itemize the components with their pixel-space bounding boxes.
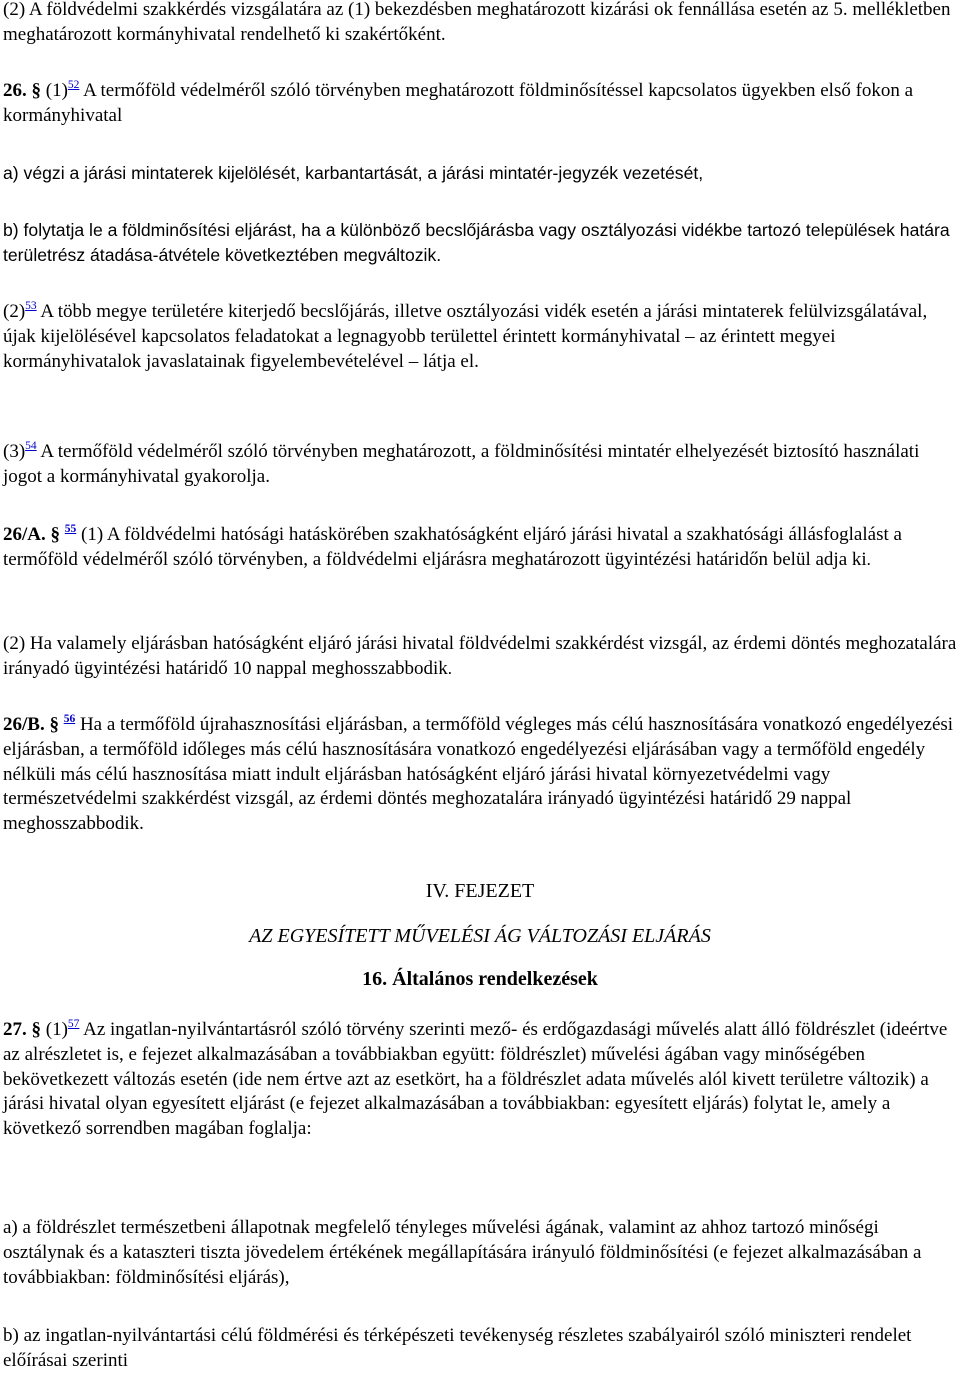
paragraph-text: (2) A földvédelmi szakkérdés vizsgálatára az (1) bekezdésben meghatározott kizárási ok fennállása esetén az 5. mellékletben meghatározott kormányhivatal rendelhető ki szakértőként. bbox=[3, 0, 951, 45]
paragraph-text: a) a földrészlet természetbeni állapotnak megfelelő tényleges művelési ágának, valamint az ahhoz tartozó minőségi osztálynak és a kataszteri tiszta jövedelem értékének megállapítására irányuló földminősítési (e fejezet alkalmazásában a továbbiakban: földminősítési eljárás), bbox=[3, 1217, 922, 1288]
paragraph-number: (1) bbox=[41, 80, 68, 101]
paragraph-26b bbox=[3, 713, 957, 837]
footnote-link-56[interactable]: 56 bbox=[63, 713, 76, 725]
point-27-b bbox=[3, 1324, 957, 1374]
paragraph-number: (1) bbox=[41, 1019, 68, 1040]
footnote-link-55[interactable]: 55 bbox=[64, 523, 77, 535]
section-number: 26/B. § bbox=[3, 714, 59, 735]
section-number: 27. § bbox=[3, 1019, 41, 1040]
paragraph-number: (3) bbox=[3, 441, 26, 462]
paragraph-26-2 bbox=[3, 0, 957, 48]
footnote-link-54[interactable]: 54 bbox=[25, 440, 37, 452]
footnote-link-53[interactable]: 53 bbox=[25, 300, 37, 312]
section-number: 26. § bbox=[3, 80, 41, 101]
footnote-link-57[interactable]: 57 bbox=[67, 1018, 80, 1030]
paragraph-text: A több megye területére kiterjedő becslőjárás, illetve osztályozási vidék esetén a járási mintaterek felülvizsgálatával, újak kijelölésével kapcsolatos feladatokat a legnagyobb területtel érintett kormányhivatal – az érintett megyei kormányhivatalok javaslatainak figyelembevételével – látja el. bbox=[3, 301, 928, 372]
paragraph-26-2b bbox=[3, 300, 957, 374]
section-number: 26/A. § bbox=[3, 524, 60, 545]
paragraph-26a-1 bbox=[3, 523, 957, 573]
paragraph-end: . bbox=[866, 549, 871, 569]
chapter-title: AZ EGYESÍTETT MŰVELÉSI ÁG VÁLTOZÁSI ELJÁRÁS bbox=[249, 925, 711, 947]
paragraph-text: (2) Ha valamely eljárásban hatóságként eljáró járási hivatal földvédelmi szakkérdést vizsgál, az érdemi döntés meghozatalára irányadó ügyintézési határidő 10 nappal meghosszabbodik bbox=[3, 633, 957, 679]
paragraph-text: A termőföld védelméről szóló törvényben meghatározott földminősítéssel kapcsolatos ügyekben első fokon a kormányhivatal bbox=[3, 80, 914, 126]
point-a bbox=[3, 161, 957, 186]
paragraph-26a-2 bbox=[3, 632, 957, 682]
point-b bbox=[3, 218, 957, 268]
paragraph-text: b) folytatja le a földminősítési eljárást, ha a különböző becslőjárásba vagy osztályozási vidékbe tartozó települések határa területrész átadása-átvétele következtében megváltozik. bbox=[3, 220, 950, 265]
chapter-subtitle: 16. Általános rendelkezések bbox=[362, 968, 598, 990]
point-27-a bbox=[3, 1216, 957, 1290]
paragraph-text: A termőföld védelméről szóló törvényben meghatározott, a földminősítési mintatér elhelyezését biztosító használati jogot a kormányhivatal gyakorolja. bbox=[3, 441, 920, 487]
paragraph-number: (2) bbox=[3, 301, 26, 322]
footnote-link-52[interactable]: 52 bbox=[67, 79, 80, 91]
paragraph-text: Ha a termőföld újrahasznosítási eljárásban, a termőföld végleges más célú hasznosítására vonatkozó engedélyezési eljárásban, a termőföld időleges más célú hasznosítására vonatkozó engedélyezési eljárásában vagy a termőföld engedély nélküli más célú hasznosítása miatt indult eljárásban hatóságként eljáró járási hivatal környezetvédelmi vagy természetvédelmi szakkérdést vizsgál, az érdemi döntés meghozatalára irányadó ügyintézési határidő 29 nappal meghosszabbodik. bbox=[3, 714, 954, 835]
paragraph-text: (1) A földvédelmi hatósági hatáskörében szakhatóságként eljáró járási hivatal a szakhatósági állásfoglalást a termőföld védelméről szóló törvényben, a földvédelmi eljárásra meghatározott ügyintézési határidőn belül adja ki bbox=[3, 524, 902, 570]
paragraph-26-3 bbox=[3, 440, 957, 490]
paragraph-27-1 bbox=[3, 1018, 957, 1142]
paragraph-end: . bbox=[447, 658, 453, 678]
paragraph-26-1 bbox=[3, 79, 957, 129]
chapter-number: IV. FEJEZET bbox=[425, 880, 535, 902]
paragraph-text: b) az ingatlan-nyilvántartási célú földmérési és térképészeti tevékenység részletes szabályairól szóló miniszteri rendelet előírásai szerinti bbox=[3, 1325, 912, 1371]
paragraph-text: Az ingatlan-nyilvántartásról szóló törvény szerinti mező- és erdőgazdasági művelés alatt álló földrészlet (ideértve az alrészletet is, e fejezet alkalmazásában a továbbiakban együtt: földrészlet) művelési ágában vagy minőségében bekövetkezett változás esetén (ide nem értve azt az esetkört, ha a földrészlet adata művelés alól kivett területre változik) a járási hivatal olyan egyesített eljárást (e fejezet alkalmazásában a továbbiakban: egyesített eljárás) folytat le, amely a következő sorrendben magában foglalja: bbox=[3, 1019, 948, 1140]
paragraph-text: a) végzi a járási mintaterek kijelölését, karbantartását, a járási mintatér-jegyzék vezetését, bbox=[3, 163, 704, 183]
